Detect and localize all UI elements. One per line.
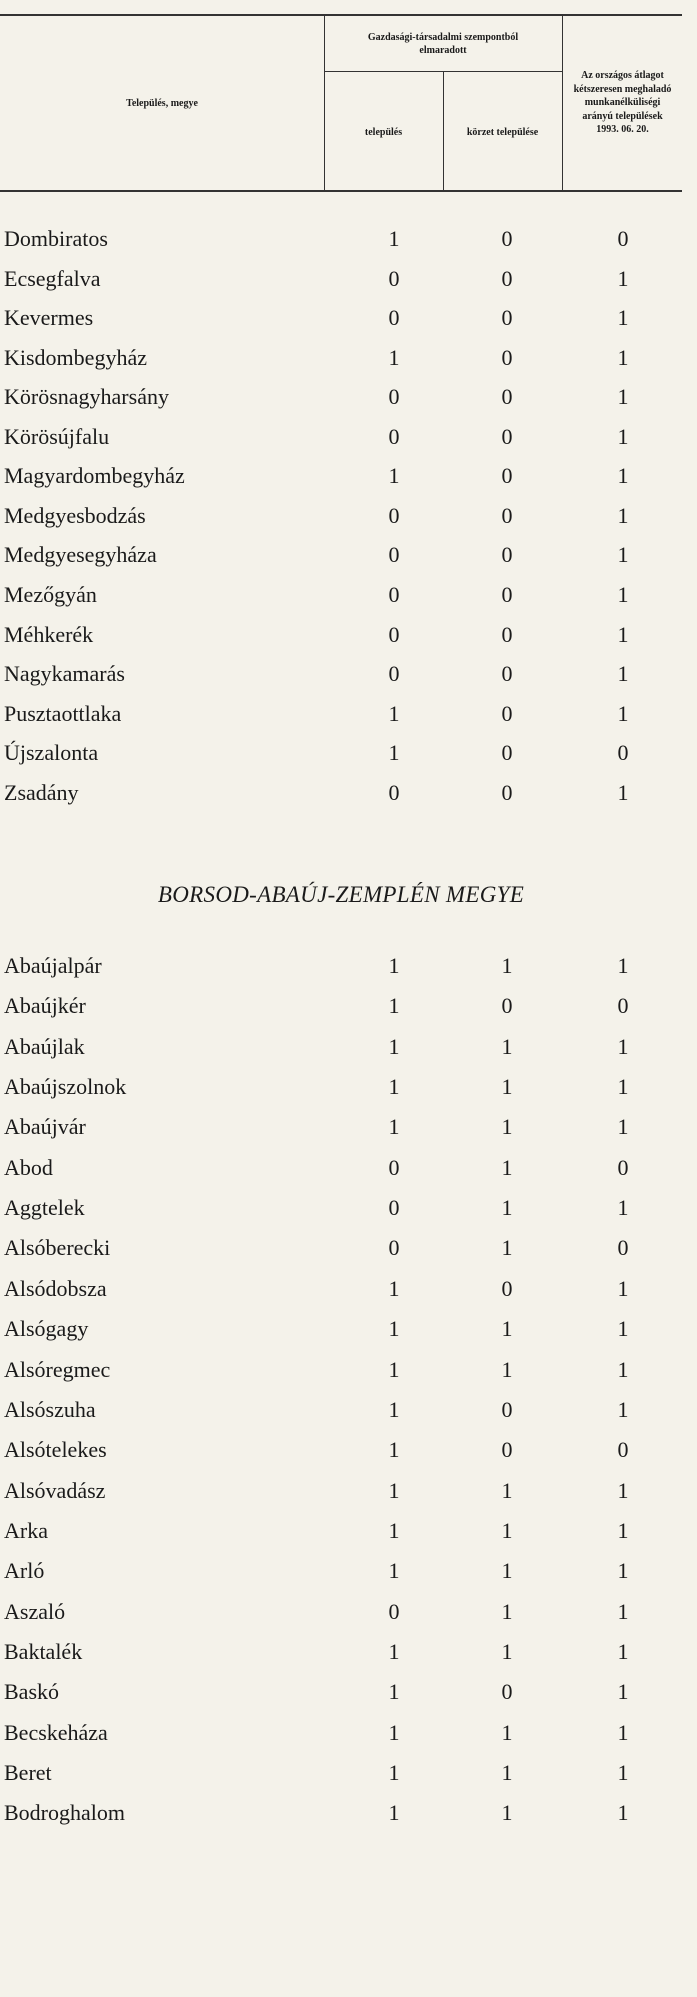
settlement-name: Alsódobsza [4,1275,107,1301]
value-unemployment: 1 [617,305,629,331]
settlement-name: Dombiratos [4,226,108,251]
settlement-name: Abaújalpár [4,953,102,978]
value-unemployment: 1 [617,265,629,291]
value-village: 0 [388,384,400,410]
table-row [0,698,682,730]
table-row [0,1273,682,1305]
settlement-name: Abaújlak [4,1033,85,1059]
table-row [0,1111,682,1143]
settlement-name: Arka [4,1517,48,1543]
value-village: 0 [388,542,400,568]
table-row [0,263,682,295]
table-row [0,1797,682,1829]
table-row [0,1515,682,1547]
value-district: 0 [501,740,513,766]
value-unemployment: 1 [617,1719,629,1745]
table-row [0,619,682,651]
value-village: 1 [388,993,400,1019]
value-unemployment: 1 [617,1679,629,1705]
value-district: 1 [501,1598,513,1624]
value-village: 0 [388,1195,400,1221]
value-village: 1 [388,1074,400,1100]
table-row [0,1434,682,1466]
settlement-name: Aszaló [4,1598,66,1624]
value-district: 0 [501,1437,513,1463]
value-unemployment: 1 [617,1275,629,1301]
value-village: 1 [388,1114,400,1140]
value-unemployment: 1 [617,463,629,489]
settlement-name: Kevermes [4,305,94,331]
table-row [0,1555,682,1587]
section-title: BORSOD-ABAÚJ-ZEMPLÉN MEGYE [157,882,525,907]
table-row [0,1636,682,1668]
value-district: 0 [501,344,513,370]
value-district: 0 [501,661,513,687]
value-district: 1 [501,1800,513,1826]
value-village: 1 [388,1638,400,1664]
settlement-name: Alsószuha [4,1396,96,1422]
value-unemployment: 1 [617,581,629,607]
table-row [0,1232,682,1264]
header-settlement-county: Település, megye [0,16,325,190]
value-village: 0 [388,779,400,805]
value-unemployment: 1 [617,1760,629,1785]
value-district: 0 [501,542,513,568]
value-unemployment: 0 [617,1437,629,1463]
value-unemployment: 1 [617,1558,629,1584]
value-village: 1 [388,463,400,489]
value-village: 1 [388,226,400,251]
table-row [0,1313,682,1345]
table-header [0,14,682,192]
header-village: település [324,72,444,192]
table-row [0,421,682,453]
value-village: 0 [388,1598,400,1624]
value-district: 0 [501,993,513,1019]
settlement-name: Zsadány [4,779,79,805]
header-group-underdeveloped: Gazdasági-társadalmi szempontból elmaradott [324,16,563,72]
value-district: 0 [501,1275,513,1301]
table-row [0,990,682,1022]
settlement-name: Abod [4,1154,53,1180]
value-district: 0 [501,581,513,607]
table-row [0,658,682,690]
value-village: 1 [388,1477,400,1503]
value-unemployment: 1 [617,1074,629,1100]
value-district: 0 [501,502,513,528]
settlement-name: Becskeháza [4,1719,108,1745]
table-row [0,579,682,611]
value-district: 1 [501,1760,513,1785]
value-unemployment: 1 [617,700,629,726]
value-village: 1 [388,1275,400,1301]
settlement-name: Körösújfalu [4,423,110,449]
value-village: 1 [388,1719,400,1745]
value-village: 0 [388,621,400,647]
value-unemployment: 0 [617,1154,629,1180]
table-row [0,500,682,532]
value-district: 1 [501,953,513,978]
settlement-name: Arló [4,1558,45,1584]
value-district: 0 [501,621,513,647]
table-row [0,1596,682,1628]
value-district: 1 [501,1195,513,1221]
settlement-name: Bodroghalom [4,1800,125,1826]
value-village: 1 [388,1800,400,1826]
value-village: 1 [388,1033,400,1059]
value-district: 1 [501,1719,513,1745]
settlement-name: Körösnagyharsány [4,384,169,410]
value-district: 1 [501,1477,513,1503]
value-district: 0 [501,1396,513,1422]
value-village: 0 [388,1154,400,1180]
table-row [0,302,682,334]
table-row [0,1394,682,1426]
value-village: 1 [388,1517,400,1543]
value-unemployment: 0 [617,1235,629,1261]
value-village: 1 [388,1679,400,1705]
table-row [0,539,682,571]
value-unemployment: 1 [617,953,629,978]
table-row [0,737,682,769]
table-row [0,381,682,413]
value-district: 1 [501,1638,513,1664]
value-unemployment: 1 [617,1033,629,1059]
value-village: 0 [388,1235,400,1261]
value-unemployment: 1 [617,621,629,647]
value-village: 0 [388,502,400,528]
value-district: 1 [501,1356,513,1382]
value-district: 1 [501,1316,513,1342]
settlement-name: Medgyesegyháza [4,542,157,568]
value-unemployment: 1 [617,779,629,805]
value-district: 1 [501,1517,513,1543]
value-unemployment: 0 [617,740,629,766]
settlement-name: Baskó [4,1679,59,1705]
value-unemployment: 1 [617,1316,629,1342]
settlement-name: Alsóvadász [4,1477,106,1503]
table-row [0,460,682,492]
value-unemployment: 1 [617,1114,629,1140]
value-village: 1 [388,1356,400,1382]
value-village: 1 [388,1396,400,1422]
value-unemployment: 1 [617,502,629,528]
header-district-settlement: körzet települése [443,72,563,192]
table-row [0,1717,682,1749]
value-unemployment: 0 [617,993,629,1019]
value-village: 1 [388,1558,400,1584]
value-district: 1 [501,1074,513,1100]
value-unemployment: 1 [617,1396,629,1422]
table-row [0,1031,682,1063]
value-district: 0 [501,700,513,726]
value-unemployment: 1 [617,1800,629,1826]
value-district: 0 [501,305,513,331]
settlement-name: Kisdombegyház [4,344,147,370]
table-row [0,223,682,255]
settlement-name: Pusztaottlaka [4,700,122,726]
value-district: 0 [501,1679,513,1705]
settlement-name: Alsóberecki [4,1235,111,1261]
value-unemployment: 1 [617,1638,629,1664]
table-row [0,777,682,809]
table-row [0,1475,682,1507]
value-district: 0 [501,463,513,489]
value-unemployment: 1 [617,1356,629,1382]
settlement-name: Nagykamarás [4,661,125,687]
table-row [0,1192,682,1224]
value-village: 1 [388,1760,400,1785]
settlement-name: Baktalék [4,1638,83,1664]
value-village: 1 [388,1316,400,1342]
header-unemployment: Az országos átlagot kétszeresen meghaladó munkanélküliségi arányú települések 1993. 06. 20. [573,70,672,136]
table-row [0,342,682,374]
value-unemployment: 0 [617,226,629,251]
value-unemployment: 1 [617,661,629,687]
value-village: 1 [388,740,400,766]
value-village: 0 [388,581,400,607]
value-village: 1 [388,1437,400,1463]
value-district: 0 [501,265,513,291]
value-village: 0 [388,265,400,291]
table-row [0,1071,682,1103]
value-unemployment: 1 [617,384,629,410]
table-row [0,950,682,982]
settlement-name: Újszalonta [4,740,99,766]
value-district: 1 [501,1033,513,1059]
table-row [0,1152,682,1184]
value-village: 0 [388,661,400,687]
value-unemployment: 1 [617,344,629,370]
value-unemployment: 1 [617,423,629,449]
value-village: 1 [388,700,400,726]
value-district: 0 [501,423,513,449]
table-row [0,1354,682,1386]
settlement-name: Mezőgyán [4,581,97,607]
settlement-name: Abaújkér [4,993,86,1019]
table-row [0,1676,682,1708]
settlement-name: Abaújszolnok [4,1074,127,1100]
value-district: 1 [501,1558,513,1584]
value-village: 0 [388,423,400,449]
value-unemployment: 1 [617,542,629,568]
settlement-name: Alsógagy [4,1316,89,1342]
value-district: 1 [501,1235,513,1261]
value-district: 1 [501,1154,513,1180]
settlement-name: Alsótelekes [4,1437,107,1463]
settlement-name: Alsóregmec [4,1356,111,1382]
settlement-name: Beret [4,1760,52,1785]
settlement-name: Ecsegfalva [4,265,101,291]
settlement-name: Medgyesbodzás [4,502,146,528]
settlement-name: Aggtelek [4,1195,85,1221]
value-district: 1 [501,1114,513,1140]
settlement-name: Méhkerék [4,621,94,647]
value-unemployment: 1 [617,1517,629,1543]
value-district: 0 [501,226,513,251]
value-village: 0 [388,305,400,331]
value-village: 1 [388,953,400,978]
value-unemployment: 1 [617,1195,629,1221]
value-unemployment: 1 [617,1598,629,1624]
table-row [0,1757,682,1789]
value-unemployment: 1 [617,1477,629,1503]
value-village: 1 [388,344,400,370]
settlement-name: Magyardombegyház [4,463,185,489]
value-district: 0 [501,384,513,410]
settlement-name: Abaújvár [4,1114,86,1140]
value-district: 0 [501,779,513,805]
